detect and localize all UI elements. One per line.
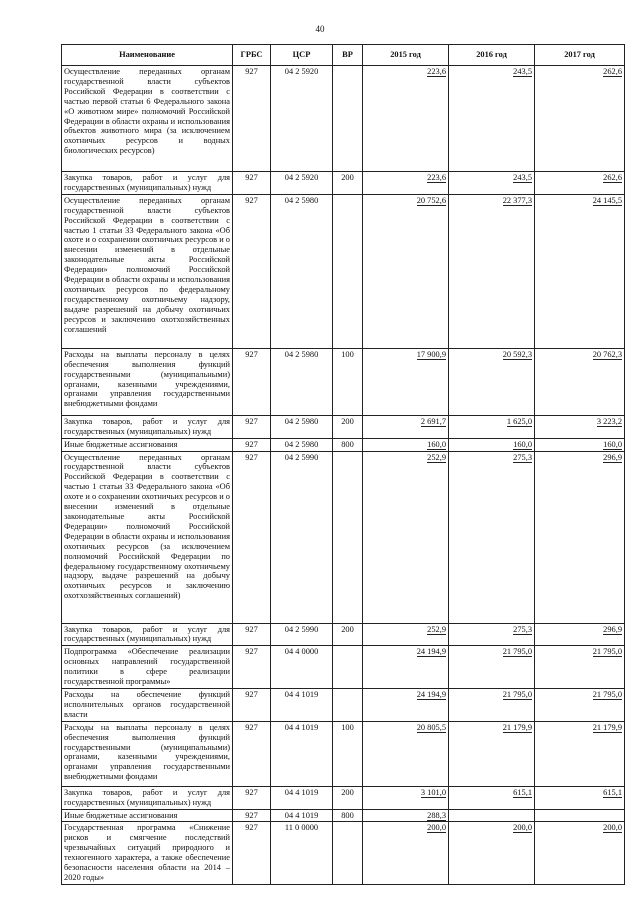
header-name: Наименование [62,45,233,66]
row-csr-cell: 04 2 5980 [271,438,333,451]
row-2015-cell [363,451,449,623]
row-name-cell: Закупка товаров, работ и услуг для государственных (муниципальных) нужд [62,786,233,809]
row-2015-cell [363,415,449,438]
amount-value: 2 691,7 [420,416,446,426]
row-2016-cell [449,172,535,195]
row-vr-cell: 800 [333,438,363,451]
row-csr-cell: 11 0 0000 [271,822,333,884]
row-2016-cell [449,438,535,451]
table-row [62,451,625,623]
row-name-cell: Иные бюджетные ассигнования [62,809,233,822]
row-2016-cell [449,809,535,822]
row-2015-cell [363,688,449,721]
row-2015-cell [363,822,449,884]
table-row [62,194,625,348]
row-csr-cell: 04 2 5980 [271,194,333,348]
row-vr-cell [333,194,363,348]
row-vr-cell: 200 [333,415,363,438]
row-csr-cell: 04 2 5990 [271,451,333,623]
row-vr-cell: 200 [333,786,363,809]
row-2016-cell [449,194,535,348]
amount-value: 160,0 [513,439,532,449]
row-2016-cell [449,721,535,786]
row-vr-cell [333,66,363,172]
amount-value: 24 194,9 [416,647,446,657]
page-number: 40 [315,24,325,34]
amount-value: 252,9 [427,452,446,462]
row-csr-cell: 04 2 5990 [271,623,333,646]
amount-value: 200,0 [427,823,446,833]
table-row [62,809,625,822]
row-grbs-cell: 927 [233,688,271,721]
row-grbs-cell: 927 [233,822,271,884]
amount-value: 288,3 [427,810,446,820]
amount-value: 200,0 [513,823,532,833]
row-csr-cell: 04 2 5980 [271,415,333,438]
row-2017-cell [535,194,625,348]
amount-value: 296,9 [603,624,622,634]
row-grbs-cell: 927 [233,646,271,689]
row-2015-cell [363,721,449,786]
row-name-cell: Иные бюджетные ассигнования [62,438,233,451]
row-name-cell: Осуществление переданных органам государственной власти субъектов Российской Федерации в соответствии с частью 1 статьи 33 Федерального закона «Об охоте и о сохранении охотничьих ресурсов и о внесении изменений в отдельные законодательные акты Российской Федерации» полномочий Российской Федерации в области охраны и использования охотничьих ресурсов по федеральному государственному охотничьему надзору, выдаче разрешений на добычу охотничьих ресурсов и заключению охотхозяйственных соглашений [62,194,233,348]
amount-value: 24 194,9 [416,689,446,699]
amount-value: 243,5 [513,67,532,76]
table-row [62,688,625,721]
row-name-cell: Подпрограмма «Обеспечение реализации основных направлений государственной политики в сфере реализации государственной программы» [62,646,233,689]
table-row [62,786,625,809]
row-2015-cell [363,646,449,689]
budget-table [61,44,625,885]
amount-value: 615,1 [513,787,532,797]
header-2017: 2017 год [535,45,625,66]
row-2016-cell [449,822,535,884]
amount-value: 17 900,9 [416,349,446,359]
amount-value: 21 795,0 [502,689,532,699]
amount-value: 21 795,0 [592,647,622,657]
row-grbs-cell: 927 [233,809,271,822]
row-2015-cell [363,66,449,172]
amount-value: 20 592,3 [502,349,532,359]
row-2015-cell [363,194,449,348]
amount-value: 252,9 [427,624,446,634]
amount-value: 3 223,2 [596,416,622,426]
row-name-cell: Закупка товаров, работ и услуг для государственных (муниципальных) нужд [62,415,233,438]
amount-value: 24 145,5 [592,195,622,205]
amount-value: 21 179,9 [502,722,532,732]
row-2017-cell [535,688,625,721]
row-vr-cell: 200 [333,172,363,195]
row-vr-cell: 100 [333,721,363,786]
row-csr-cell: 04 2 5980 [271,348,333,415]
row-csr-cell: 04 4 1019 [271,809,333,822]
amount-value: 262,6 [603,67,622,76]
row-2017-cell [535,721,625,786]
row-grbs-cell: 927 [233,66,271,172]
row-2016-cell [449,786,535,809]
row-csr-cell: 04 4 1019 [271,721,333,786]
amount-value: 223,6 [427,67,446,76]
row-vr-cell: 200 [333,623,363,646]
row-2015-cell [363,438,449,451]
row-2016-cell [449,348,535,415]
header-grbs: ГРБС [233,45,271,66]
row-csr-cell: 04 4 0000 [271,646,333,689]
row-2017-cell [535,348,625,415]
table-row [62,66,625,172]
table-row [62,348,625,415]
row-vr-cell: 800 [333,809,363,822]
header-2016: 2016 год [449,45,535,66]
row-2015-cell [363,809,449,822]
row-grbs-cell: 927 [233,348,271,415]
row-vr-cell [333,688,363,721]
row-csr-cell: 04 4 1019 [271,786,333,809]
row-2015-cell [363,172,449,195]
amount-value: 275,3 [513,624,532,634]
table-row [62,623,625,646]
amount-value: 160,0 [427,439,446,449]
row-2016-cell [449,415,535,438]
row-name-cell: Государственная программа «Снижение рисков и смягчение последствий чрезвычайных ситуаций природного и техногенного характера, а также обеспечение безопасности населения области на 2014 – 2020 годы» [62,822,233,884]
row-grbs-cell: 927 [233,786,271,809]
row-2016-cell [449,623,535,646]
table-row [62,646,625,689]
row-csr-cell: 04 4 1019 [271,688,333,721]
row-2017-cell [535,623,625,646]
row-grbs-cell: 927 [233,172,271,195]
amount-value: 20 805,5 [416,722,446,732]
row-2015-cell [363,348,449,415]
amount-value: 20 762,3 [592,349,622,359]
row-2015-cell [363,623,449,646]
amount-value: 21 795,0 [592,689,622,699]
row-vr-cell [333,646,363,689]
row-2016-cell [449,451,535,623]
row-grbs-cell: 927 [233,451,271,623]
header-vr: ВР [333,45,363,66]
row-vr-cell [333,822,363,884]
row-name-cell: Расходы на обеспечение функций исполнительных органов государственной власти [62,688,233,721]
row-2017-cell [535,438,625,451]
table-row [62,438,625,451]
amount-value: 21 179,9 [592,722,622,732]
row-2017-cell [535,809,625,822]
row-2017-cell [535,786,625,809]
amount-value: 243,5 [513,173,532,182]
row-name-cell: Закупка товаров, работ и услуг для государственных (муниципальных) нужд [62,172,233,195]
row-grbs-cell: 927 [233,721,271,786]
header-csr: ЦСР [271,45,333,66]
amount-value: 20 752,6 [416,195,446,205]
row-csr-cell: 04 2 5920 [271,172,333,195]
row-name-cell: Расходы на выплаты персоналу в целях обеспечения выполнения функций государственными (муниципальными) органами, казенными учреждениями, органами управления государственными внебюджетными фондами [62,721,233,786]
row-2017-cell [535,415,625,438]
row-vr-cell: 100 [333,348,363,415]
amount-value: 3 101,0 [420,787,446,797]
table-row [62,822,625,884]
row-name-cell: Осуществление переданных органам государственной власти субъектов Российской Федерации в соответствии с частью первой статьи 6 Федерального закона «О животном мире» полномочий Российской Федерации в области охраны и использования объектов животного мира (за исключением охотничьих ресурсов и водных биологических ресурсов) [62,66,233,172]
amount-value: 223,6 [427,173,446,182]
row-name-cell: Осуществление переданных органам государственной власти субъектов Российской Федерации в соответствии с частью 1 статьи 33 Федерального закона «Об охоте и о сохранении охотничьих ресурсов и о внесении изменений в отдельные законодательные акты Российской Федерации» полномочий Российской Федерации в области охраны и использования охотничьих ресурсов (за исключением полномочий Российской Федерации по федеральному государственному охотничьему надзору, выдаче разрешений на добычу охотничьих ресурсов и заключению охотхозяйственных соглашений) [62,451,233,623]
row-2017-cell [535,451,625,623]
row-2017-cell [535,646,625,689]
row-grbs-cell: 927 [233,438,271,451]
row-name-cell: Расходы на выплаты персоналу в целях обеспечения выполнения функций государственными (муниципальными) органами, казенными учреждениями, органами управления государственными внебюджетными фондами [62,348,233,415]
amount-value: 21 795,0 [502,647,532,657]
row-name-cell: Закупка товаров, работ и услуг для государственных (муниципальных) нужд [62,623,233,646]
amount-value: 160,0 [603,439,622,449]
header-2015: 2015 год [363,45,449,66]
table-header-row [62,45,625,66]
table-row [62,415,625,438]
row-2016-cell [449,646,535,689]
row-vr-cell [333,451,363,623]
row-2016-cell [449,66,535,172]
amount-value: 1 625,0 [506,416,532,426]
amount-value: 275,3 [513,452,532,462]
amount-value: 200,0 [603,823,622,833]
row-csr-cell: 04 2 5920 [271,66,333,172]
row-grbs-cell: 927 [233,194,271,348]
row-grbs-cell: 927 [233,623,271,646]
amount-value: 615,1 [603,787,622,797]
table-row [62,172,625,195]
row-2015-cell [363,786,449,809]
row-grbs-cell: 927 [233,415,271,438]
table-row [62,721,625,786]
row-2017-cell [535,172,625,195]
row-2017-cell [535,822,625,884]
row-2016-cell [449,688,535,721]
amount-value: 262,6 [603,173,622,182]
row-2017-cell [535,66,625,172]
amount-value: 296,9 [603,452,622,462]
amount-value: 22 377,3 [502,195,532,205]
